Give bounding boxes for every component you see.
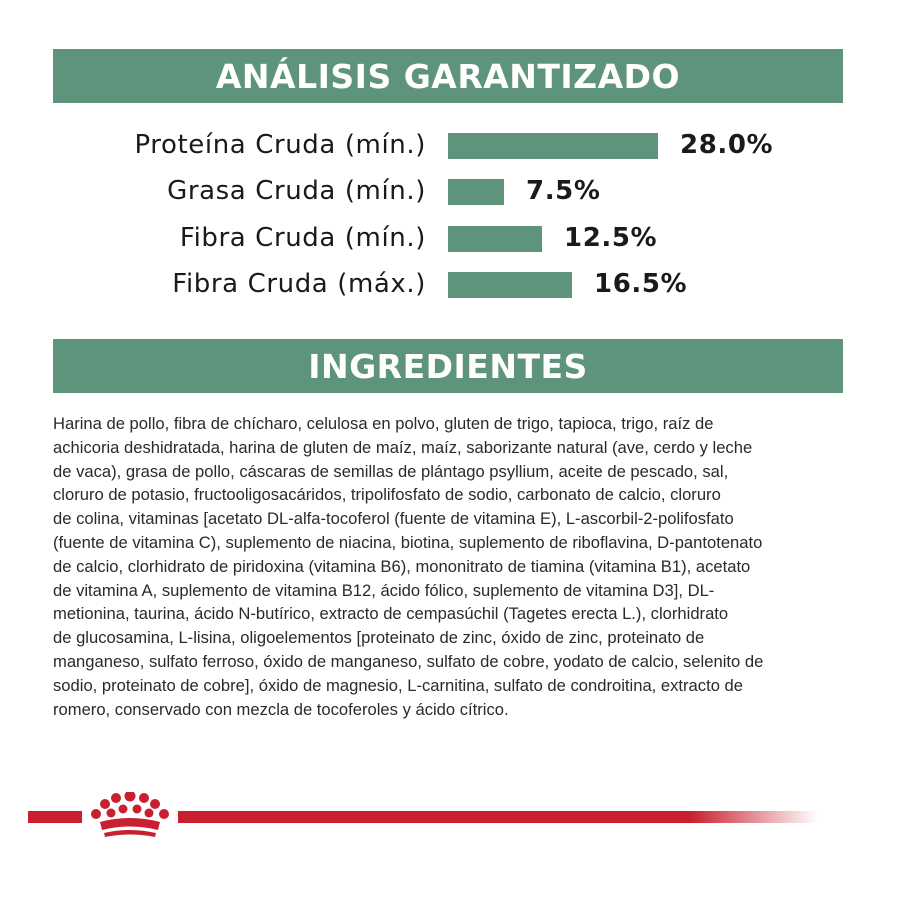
- analysis-label: Grasa Cruda (mín.): [167, 176, 426, 206]
- ingredients-line: de colina, vitaminas [acetato DL-alfa-tocoferol (fuente de vitamina E), L-ascorbil-2-polifosfato: [53, 509, 734, 529]
- analysis-bar: [448, 272, 572, 298]
- ingredients-line: sodio, proteinato de cobre], óxido de magnesio, L-carnitina, sulfato de condroitina, extracto de: [53, 675, 743, 695]
- analysis-row: [0, 125, 906, 165]
- ingredients-line: achicoria deshidratada, harina de gluten de maíz, maíz, saborizante natural (ave, cerdo y leche: [53, 437, 753, 457]
- ingredients-line: cloruro de potasio, fructooligosacáridos, tripolifosfato de sodio, carbonato de calcio, cloruro: [53, 485, 721, 505]
- ingredients-line: de calcio, clorhidrato de piridoxina (vitamina B6), mononitrato de tiamina (vitamina B1), acetato: [53, 556, 751, 576]
- analysis-value: 16.5%: [594, 269, 688, 299]
- analysis-bar: [448, 179, 504, 205]
- ingredients-paragraph: [53, 412, 843, 721]
- ingredients-title: INGREDIENTES: [308, 346, 588, 386]
- analysis-value: 12.5%: [564, 223, 658, 253]
- ingredients-line: romero, conservado con mezcla de tocoferoles y ácido cítrico.: [53, 699, 509, 719]
- analysis-row: [0, 264, 906, 304]
- ingredients-line: metionina, taurina, ácido N-butírico, extracto de cempasúchil (Tagetes erecta L.), clorhidrato: [53, 604, 729, 624]
- analysis-row: [0, 218, 906, 258]
- ingredients-line: de glucosamina, L-lisina, oligoelementos [proteinato de zinc, óxido de zinc, proteinato de: [53, 628, 705, 648]
- analysis-label: Fibra Cruda (mín.): [179, 223, 426, 253]
- ingredients-line: manganeso, sulfato ferroso, óxido de manganeso, sulfato de cobre, yodato de calcio, selenito de: [53, 651, 764, 671]
- ingredients-line: de vaca), grasa de pollo, cáscaras de semillas de plántago psyllium, aceite de pescado, sal,: [53, 461, 729, 481]
- analysis-row: [0, 171, 906, 211]
- ingredients-heading: [53, 339, 843, 393]
- ingredients-line: de vitamina A, suplemento de vitamina B12, ácido fólico, suplemento de vitamina D3], DL-: [53, 580, 715, 600]
- analysis-value: 7.5%: [526, 176, 601, 206]
- analysis-value: 28.0%: [680, 130, 774, 160]
- royal-canin-crown-icon: [86, 792, 174, 840]
- ingredients-line: (fuente de vitamina C), suplemento de niacina, biotina, suplemento de riboflavina, D-pantotenato: [53, 532, 763, 552]
- analysis-heading: [53, 49, 843, 103]
- ingredients-line: Harina de pollo, fibra de chícharo, celulosa en polvo, gluten de trigo, tapioca, trigo, raíz de: [53, 414, 714, 433]
- analysis-title: ANÁLISIS GARANTIZADO: [215, 56, 681, 96]
- analysis-bar: [448, 226, 542, 252]
- footer-rule-left: [28, 811, 82, 823]
- analysis-label: Fibra Cruda (máx.): [172, 269, 426, 299]
- analysis-label: Proteína Cruda (mín.): [134, 130, 426, 160]
- footer-rule-right: [178, 811, 818, 823]
- analysis-bar: [448, 133, 658, 159]
